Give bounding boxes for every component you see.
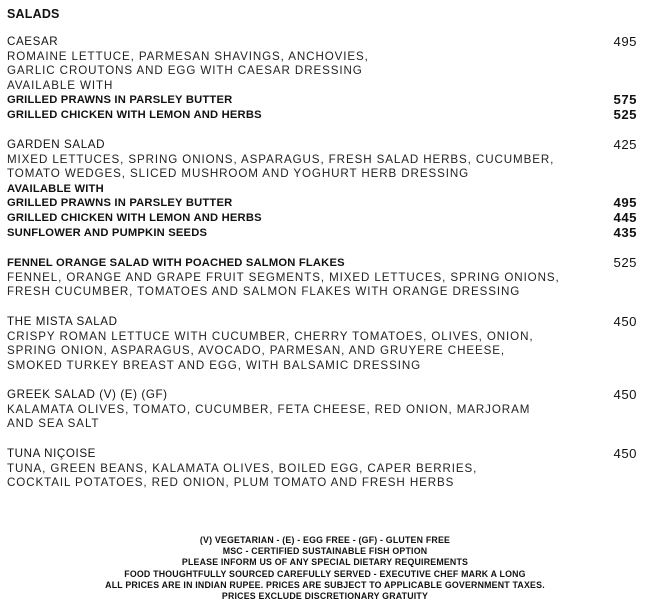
menu-item-garden-salad [7, 138, 637, 240]
item-title-text: GARDEN SALAD [7, 138, 106, 151]
footer-note: PRICES EXCLUDE DISCRETIONARY GRATUITY [221, 590, 429, 601]
footer-note: MSC - CERTIFIED SUSTAINABLE FISH OPTION [222, 546, 428, 557]
item-price: 450 [613, 387, 637, 402]
item-title-text: FENNEL ORANGE SALAD WITH POACHED SALMON FLAKES [7, 257, 345, 269]
addon-label: SUNFLOWER AND PUMPKIN SEEDS [7, 226, 208, 239]
item-price: 450 [613, 446, 637, 461]
item-title [7, 35, 637, 50]
addon-price: 445 [613, 209, 637, 225]
footer-note: FOOD THOUGHTFULLY SOURCED CAREFULLY SERVED - EXECUTIVE CHEF MARK A LONG [124, 568, 526, 579]
addon-price: 525 [613, 106, 637, 122]
addon-row [7, 108, 637, 123]
menu-item-caesar [7, 35, 637, 123]
addon-row [7, 196, 637, 211]
item-price: 495 [613, 34, 637, 49]
item-description: ROMAINE LETTUCE, PARMESAN SHAVINGS, ANCHOVIES, [7, 49, 369, 63]
footer-note: ALL PRICES ARE IN INDIAN RUPEE. PRICES ARE SUBJECT TO APPLICABLE GOVERNMENT TAXES. [105, 579, 545, 590]
item-description: KALAMATA OLIVES, TOMATO, CUCUMBER, FETA CHEESE, RED ONION, MARJORAM [7, 402, 531, 416]
item-title-text: CAESAR [7, 35, 59, 48]
menu-item-tuna-nicoise [7, 447, 637, 491]
section-heading: SALADS [7, 7, 60, 21]
addon-row [7, 226, 637, 241]
menu-footer-notes [0, 535, 650, 602]
item-description: COCKTAIL POTATOES, RED ONION, PLUM TOMATO AND FRESH HERBS [7, 476, 455, 490]
menu-item-greek-salad [7, 388, 637, 432]
addon-label: GRILLED PRAWNS IN PARSLEY BUTTER [7, 94, 233, 107]
menu-item-fennel-orange-salad [7, 256, 637, 300]
item-description: FRESH CUCUMBER, TOMATOES AND SALMON FLAKES WITH ORANGE DRESSING [7, 285, 521, 299]
item-title [7, 447, 637, 462]
item-description: CRISPY ROMAN LETTUCE WITH CUCUMBER, CHERRY TOMATOES, OLIVES, ONION, [7, 329, 534, 343]
item-description: AND SEA SALT [7, 417, 100, 431]
addon-label: GRILLED CHICKEN WITH LEMON AND HERBS [7, 211, 262, 224]
item-title [7, 315, 637, 330]
item-description: GARLIC CROUTONS AND EGG WITH CAESAR DRESSING [7, 64, 363, 78]
menu-item-mista-salad [7, 315, 637, 373]
item-description: SPRING ONION, ASPARAGUS, AVOCADO, PARMESAN, AND GRUYERE CHEESE, [7, 344, 506, 358]
addon-price: 575 [613, 92, 637, 108]
available-with-label: AVAILABLE WITH [7, 182, 104, 195]
item-title-text: THE MISTA SALAD [7, 315, 118, 328]
addon-price: 435 [613, 224, 637, 240]
item-price: 425 [613, 137, 637, 152]
item-description: SMOKED TURKEY BREAST AND EGG, WITH BALSAMIC DRESSING [7, 358, 422, 372]
addon-row [7, 211, 637, 226]
item-title [7, 138, 637, 153]
item-description: TOMATO WEDGES, SLICED MUSHROOM AND YOGHURT HERB DRESSING [7, 167, 470, 181]
item-description: TUNA, GREEN BEANS, KALAMATA OLIVES, BOILED EGG, CAPER BERRIES, [7, 461, 478, 475]
addon-row [7, 93, 637, 108]
item-title-text: GREEK SALAD (V) (E) (GF) [7, 388, 168, 401]
addon-label: GRILLED CHICKEN WITH LEMON AND HERBS [7, 108, 262, 121]
item-description: MIXED LETTUCES, SPRING ONIONS, ASPARAGUS, FRESH SALAD HERBS, CUCUMBER, [7, 152, 555, 166]
item-title-text: TUNA NIÇOISE [7, 447, 97, 460]
item-price: 525 [613, 255, 637, 270]
footer-note: PLEASE INFORM US OF ANY SPECIAL DIETARY REQUIREMENTS [181, 557, 469, 568]
item-description: FENNEL, ORANGE AND GRAPE FRUIT SEGMENTS, MIXED LETTUCES, SPRING ONIONS, [7, 270, 560, 284]
item-description: AVAILABLE WITH [7, 78, 114, 92]
item-title [7, 388, 637, 403]
item-price: 450 [613, 314, 637, 329]
item-title [7, 256, 637, 271]
addon-label: GRILLED PRAWNS IN PARSLEY BUTTER [7, 197, 233, 210]
addon-price: 495 [613, 195, 637, 211]
footer-note: (V) VEGETARIAN - (E) - EGG FREE - (GF) - GLUTEN FREE [199, 535, 451, 545]
